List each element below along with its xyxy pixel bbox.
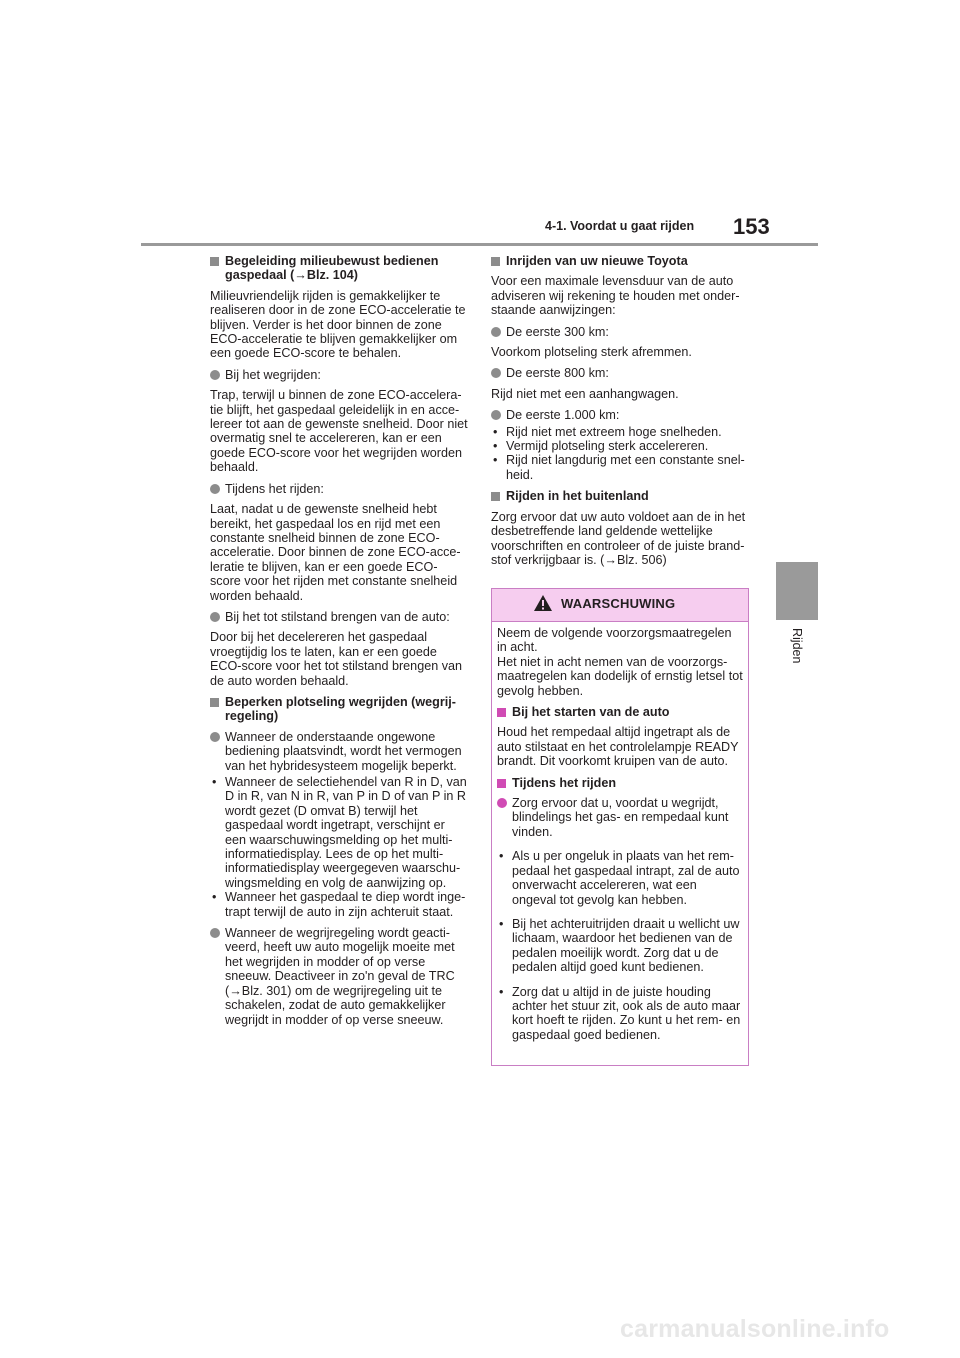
square-bullet-icon [491, 492, 500, 501]
item-text: Zorg ervoor dat u, voordat u wegrijdt, blindelings het gas- en rempedaal kunt vinden. [512, 796, 729, 839]
circle-item [497, 796, 743, 839]
item-text: De eerste 300 km: [506, 324, 609, 339]
heading-abroad [491, 489, 749, 503]
list-item-text: Rijd niet langdurig met een constante snel-heid. [506, 453, 745, 482]
paragraph: Milieuvriendelijk rijden is gemakkelijker te realiseren door in de zone ECO-acceleratie te blijven. Verder is het door binnen de zone ECO-acceleratie te blijven gemakkelijker om een goede ECO-score te behalen. [210, 288, 466, 361]
item-text: De eerste 800 km: [506, 366, 609, 381]
warning-header [492, 589, 748, 622]
paragraph: Trap, terwijl u binnen de zone ECO-accelera-tie blijft, het gaspedaal geleidelijk in en acce-lereer tot aan de gewenste snelheid. Door niet overmatig snel te accelereren, kan er een goede ECO-score voor het wegrijden worden behaald. [210, 388, 468, 475]
bullet-dot-icon: • [493, 439, 498, 454]
bullet-dot-icon: • [499, 984, 504, 999]
heading-break-in [491, 254, 749, 268]
list-item [210, 890, 468, 919]
square-bullet-icon [210, 698, 219, 707]
chapter-label-wrap [788, 628, 808, 688]
paragraph: Voor een maximale levensduur van de auto adviseren wij rekening te houden met onder-staande aanwijzingen: [491, 274, 740, 318]
square-bullet-icon [210, 257, 219, 266]
item-text: Bij het tot stilstand brengen van de auto: [225, 609, 450, 624]
paragraph: Houd het rempedaal altijd ingetrapt als de auto stilstaat en het controlelampje READY brandt. Dit voorkomt kruipen van de auto. [497, 725, 739, 769]
list-item-text: Zorg dat u altijd in de juiste houding achter het stuur zit, ook als de auto maar kort hoeft te rijden. Zo kunt u het rem- en gaspedaal goed bedienen. [512, 984, 741, 1042]
list-item [497, 849, 743, 907]
heading-text: Tijdens het rijden [512, 775, 617, 790]
item-text: Bij het wegrijden: [225, 367, 321, 382]
list-item-text: Vermijd plotseling sterk accelereren. [506, 439, 709, 454]
heading-text: Rijden in het buitenland [506, 489, 649, 504]
chapter-label: Rijden [790, 628, 804, 664]
paragraph: Rijd niet met een aanhangwagen. [491, 386, 679, 401]
circle-bullet-icon [210, 370, 220, 380]
item-text: Wanneer de wegrijregeling wordt geacti-veerd, heeft uw auto mogelijk moeite met het wegrijden in modder of op verse sneeuw. Deactiveer in zo'n geval de TRC (→Blz. 301) om de wegrijregeling uit te schakelen, zodat de auto gemakkelijker wegrijdt in modder of op verse sneeuw. [225, 926, 455, 1027]
list-item-text: Als u per ongeluk in plaats van het rem-pedaal het gaspedaal intrapt, zal de auto onverwacht accelereren, wat een ongeval tot gevolg kan hebben. [512, 849, 740, 907]
list-item [491, 453, 749, 482]
circle-bullet-icon [497, 798, 507, 808]
right-column [491, 254, 749, 574]
item-text: Wanneer de onderstaande ongewone bediening plaatsvindt, wordt het vermogen van het hybridesysteem mogelijk beperkt. [225, 729, 462, 773]
heading-while-driving [497, 776, 743, 790]
left-column [210, 254, 468, 1033]
paragraph: Neem de volgende voorzorgsmaatregelen in acht. [497, 626, 732, 655]
bullet-list [491, 425, 749, 483]
heading-text: Beperken plotseling wegrijden (wegrij-regeling) [225, 694, 456, 724]
circle-bullet-icon [491, 410, 501, 420]
paragraph: Het niet in acht nemen van de voorzorgs-maatregelen kan dodelijk of ernstig letsel tot gevolg hebben. [497, 654, 743, 698]
warning-triangle-icon [533, 594, 553, 612]
heading-starting [497, 705, 743, 719]
circle-item [210, 730, 468, 773]
list-item [497, 917, 743, 975]
list-item [491, 439, 749, 453]
square-bullet-icon [497, 708, 506, 717]
list-item [497, 985, 743, 1043]
page-number: 153 [733, 214, 770, 239]
bullet-dot-icon: • [212, 775, 217, 789]
list-item [491, 425, 749, 439]
watermark-text: carmanualsonline.info [620, 1315, 890, 1343]
chapter-number: 4 [793, 1147, 801, 1159]
header-rule [141, 243, 818, 246]
item-text: De eerste 1.000 km: [506, 408, 620, 423]
bullet-list [210, 775, 468, 919]
paragraph: Voorkom plotseling sterk afremmen. [491, 345, 692, 360]
item-text: Tijdens het rijden: [225, 481, 324, 496]
paragraph: Zorg ervoor dat uw auto voldoet aan de in het desbetreffende land geldende wettelijke voorschriften en controleer of de juiste brand-stof verkrijgbaar is. (→Blz. 506) [491, 509, 746, 567]
bullet-dot-icon: • [212, 890, 217, 905]
circle-item [210, 610, 468, 624]
heading-text: Begeleiding milieubewust bedienen gaspedaal (→Blz. 104) [225, 254, 439, 283]
circle-bullet-icon [210, 928, 220, 938]
bullet-dot-icon: • [493, 424, 498, 439]
circle-bullet-icon [210, 612, 220, 622]
list-item [210, 775, 468, 890]
bullet-dot-icon: • [493, 453, 498, 468]
circle-bullet-icon [210, 484, 220, 494]
paragraph: Laat, nadat u de gewenste snelheid hebt bereikt, het gaspedaal los en rijd met een constante snelheid binnen de zone ECO-acceleratie. Door binnen de zone ECO-acce-leratie te blijven, kan er een goede ECO-score voor het rijden met constante snelheid worden behaald. [210, 502, 461, 603]
circle-item [491, 408, 749, 422]
warning-body [492, 622, 748, 1042]
heading-eco-guidance [210, 254, 468, 283]
bullet-dot-icon: • [499, 849, 504, 864]
list-item-text: Wanneer de selectiehendel van R in D, van D in R, van N in R, van P in D of van P in R wordt gezet (D omvat B) terwijl het gaspedaal wordt ingetrapt, verschijnt er een waarschuwingsmelding op het multi-informatiedisplay. Lees de op het multi-informatiedisplay weergegeven waarschu-wingsmelding en volg de aanwijzing op. [225, 775, 467, 890]
heading-text: Bij het starten van de auto [512, 705, 670, 720]
square-bullet-icon [497, 779, 506, 788]
circle-bullet-icon [491, 327, 501, 337]
paragraph: Door bij het decelereren het gaspedaal vroegtijdig los te laten, kan er een goede ECO-score voor het tot stilstand brengen van de auto worden behaald. [210, 630, 463, 688]
circle-item [491, 366, 749, 380]
circle-bullet-icon [491, 368, 501, 378]
section-title: 4-1. Voordat u gaat rijden [545, 219, 695, 233]
circle-item [210, 482, 468, 496]
heading-drive-start-control [210, 695, 468, 724]
circle-bullet-icon [210, 732, 220, 742]
list-item-text: Wanneer het gaspedaal te diep wordt inge-trapt terwijl de auto in zijn achteruit staat. [225, 890, 466, 919]
bullet-dot-icon: • [499, 916, 504, 931]
list-item-text: Rijd niet met extreem hoge snelheden. [506, 424, 722, 439]
circle-item [210, 368, 468, 382]
heading-text: Inrijden van uw nieuwe Toyota [506, 254, 688, 268]
circle-item [491, 325, 749, 339]
list-item-text: Bij het achteruitrijden draait u wellicht uw lichaam, waardoor het bedienen van de pedalen moeilijk wordt. Zorg dat u de pedalen altijd goed kunt bedienen. [512, 916, 740, 975]
circle-item [210, 926, 468, 1027]
warning-box [491, 588, 749, 1066]
watermark [620, 1315, 960, 1358]
square-bullet-icon [491, 257, 500, 266]
warning-title: WAARSCHUWING [561, 596, 676, 611]
